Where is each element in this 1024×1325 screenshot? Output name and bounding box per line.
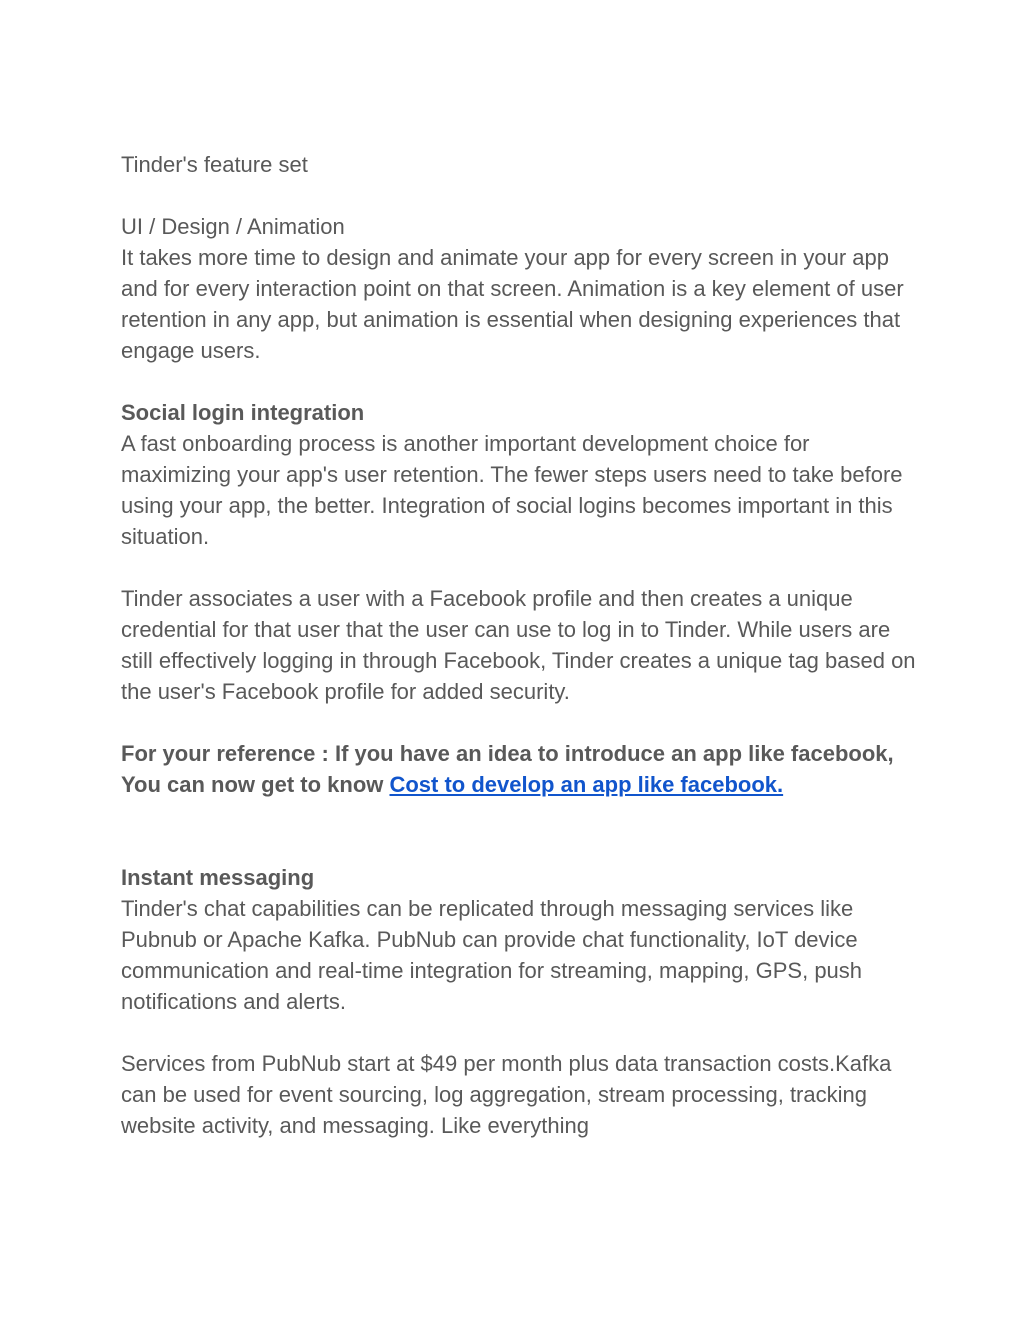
social-login-heading: Social login integration <box>121 400 365 425</box>
reference-text: For your reference : If you have an idea to introduce an app like facebook, You can now get to know <box>121 741 894 797</box>
instant-messaging-body-2: Services from PubNub start at $49 per month plus data transaction costs.Kafka can be used for event sourcing, log aggregation, stream processing, tracking website activity, and messaging. Like everything <box>121 1051 892 1138</box>
instant-messaging-section <box>121 862 921 1017</box>
blank-line <box>121 831 921 862</box>
ui-design-section <box>121 211 921 366</box>
instant-messaging-heading: Instant messaging <box>121 865 315 890</box>
ui-design-heading: UI / Design / Animation <box>121 214 345 239</box>
cost-to-develop-link[interactable]: Cost to develop an app like facebook. <box>389 772 784 797</box>
document-title: Tinder's feature set <box>121 152 308 177</box>
social-login-body: A fast onboarding process is another important development choice for maximizing your app's user retention. The fewer steps users need to take before using your app, the better. Integration of social logins becomes important in this situation. <box>121 431 903 549</box>
instant-messaging-body: Tinder's chat capabilities can be replicated through messaging services like Pubnub or Apache Kafka. PubNub can provide chat functionality, IoT device communication and real-time integration for streaming, mapping, GPS, push notifications and alerts. <box>121 896 863 1014</box>
reference-paragraph <box>121 738 921 800</box>
social-login-section <box>121 397 921 552</box>
ui-design-body: It takes more time to design and animate your app for every screen in your app and for every interaction point on that screen. Animation is a key element of user retention in any app, but animation is essential when designing experiences that engage users. <box>121 245 904 363</box>
document-page <box>121 149 921 1172</box>
social-login-body-2: Tinder associates a user with a Facebook profile and then creates a unique credential for that user that the user can use to log in to Tinder. While users are still effectively logging in through Facebook, Tinder creates a unique tag based on the user's Facebook profile for added security. <box>121 586 916 704</box>
